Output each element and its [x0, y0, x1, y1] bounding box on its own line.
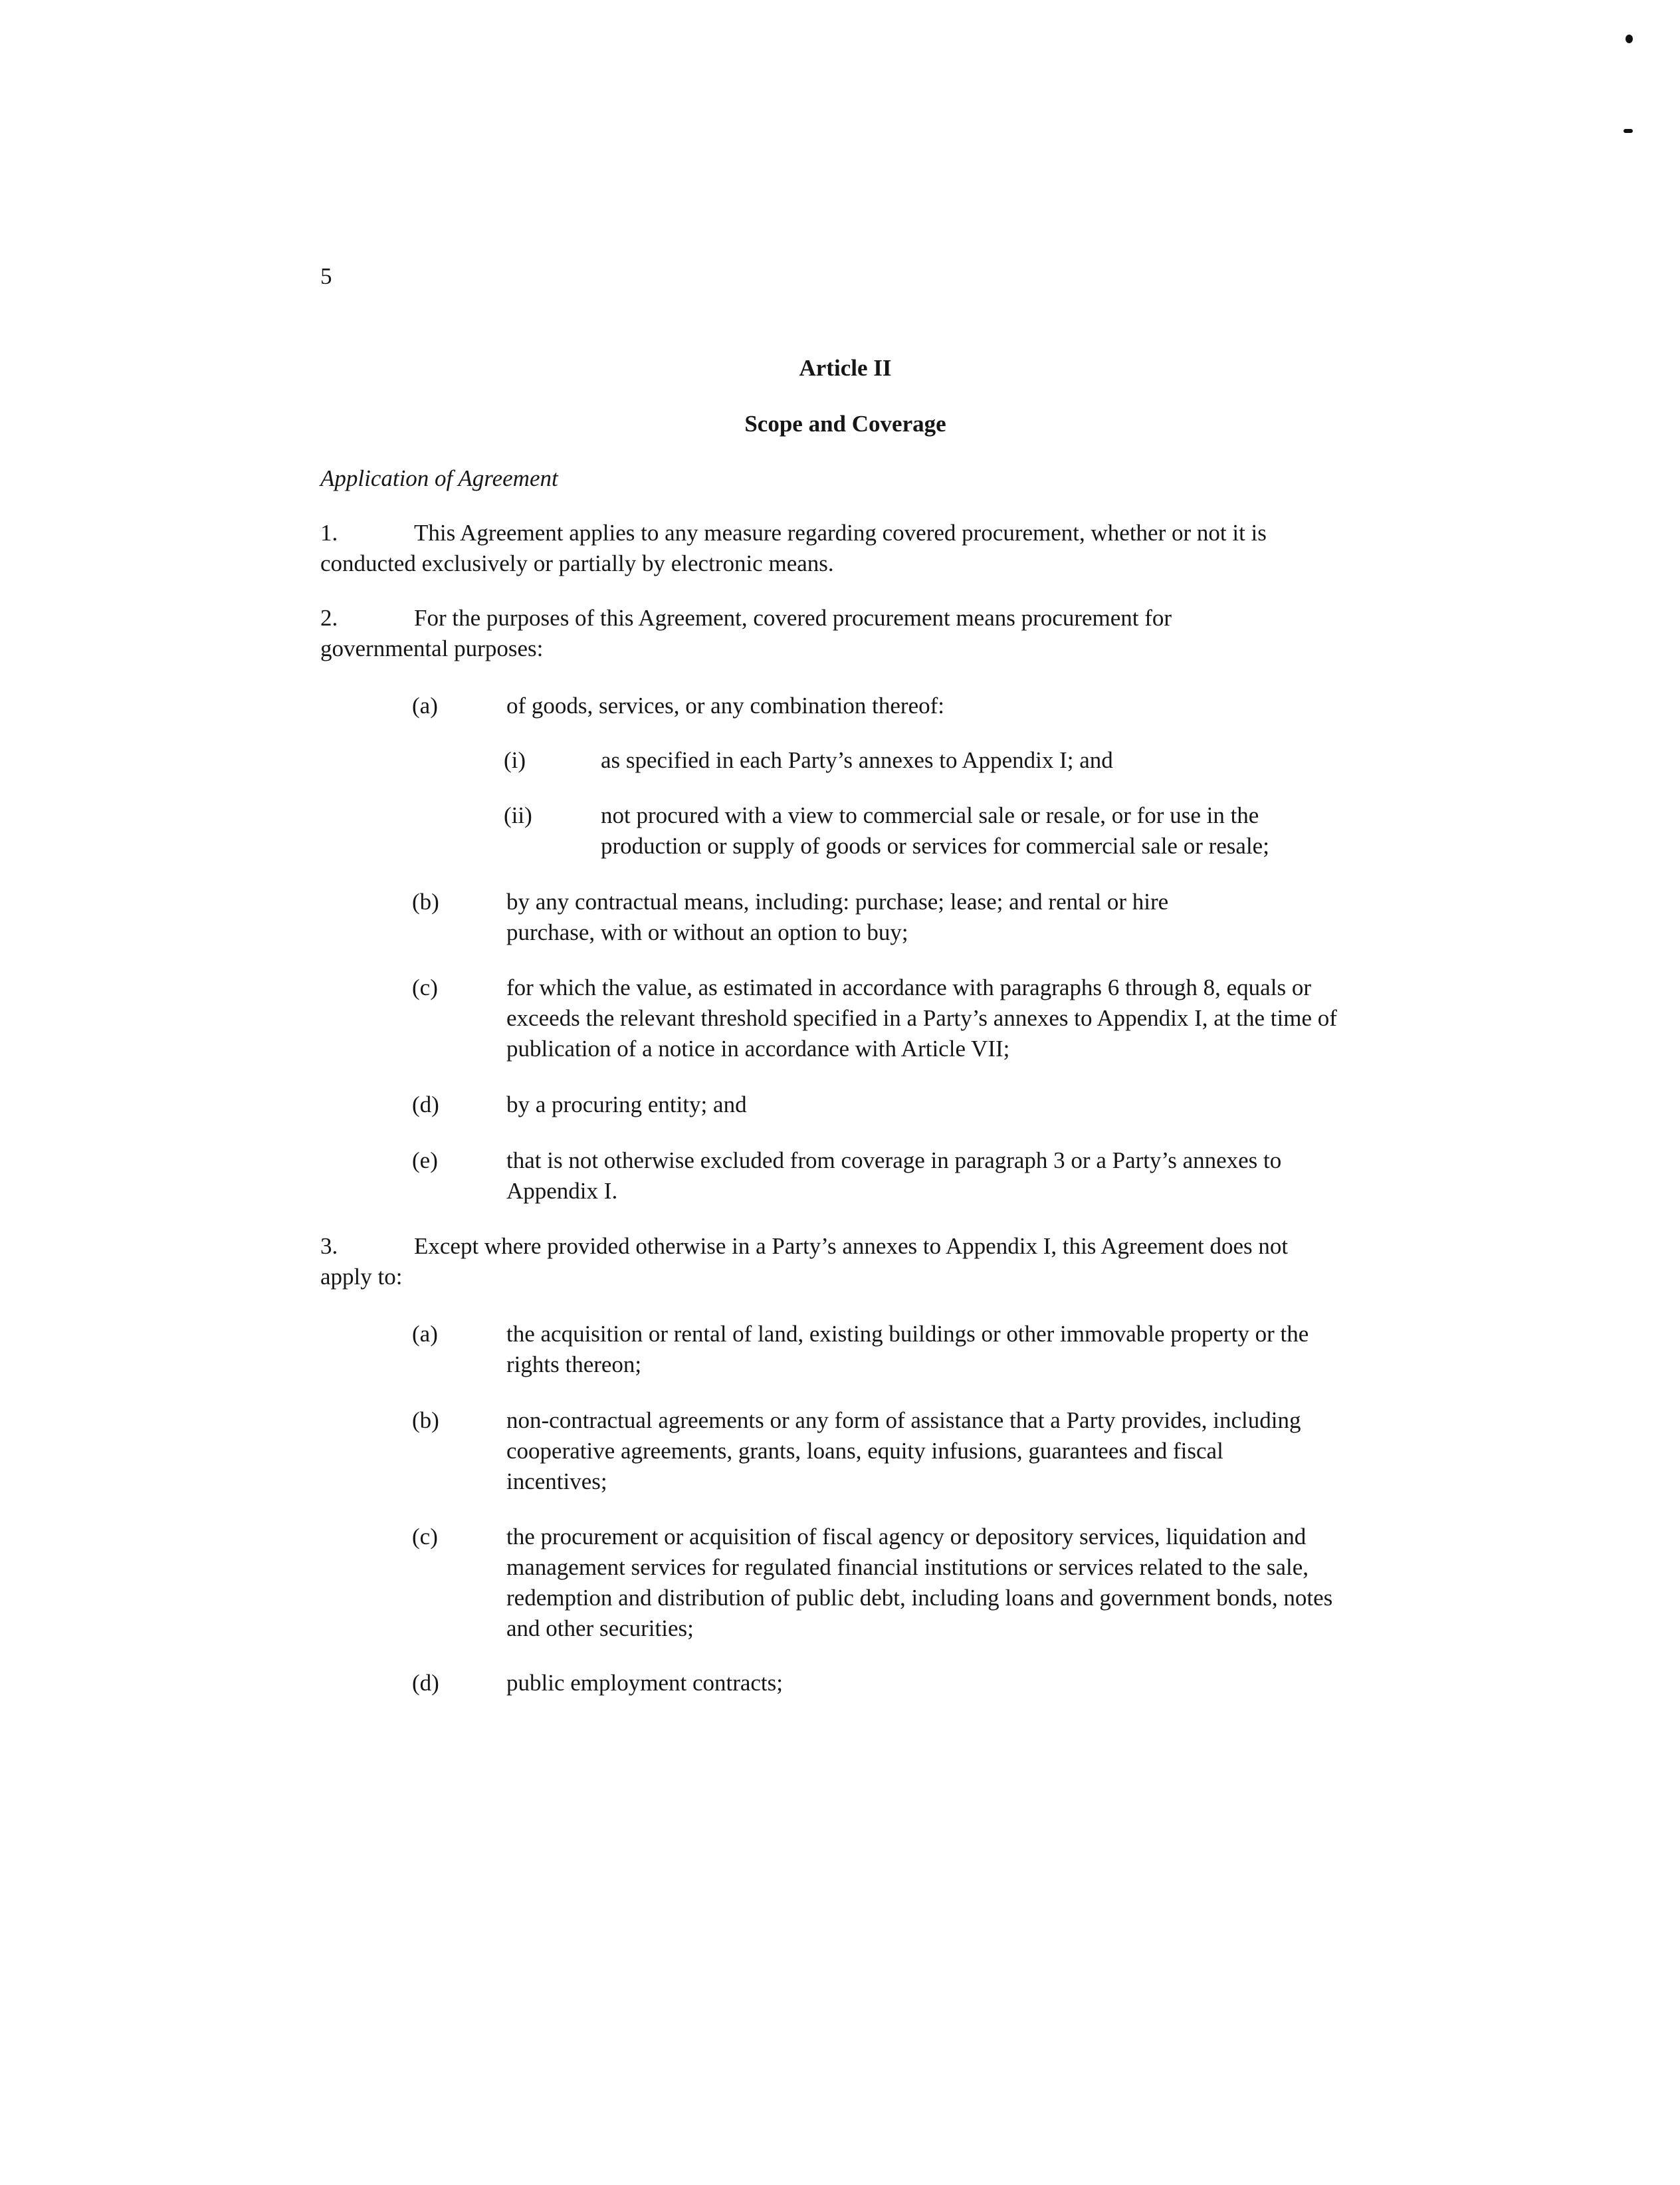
subitem-label: (ii) — [504, 802, 532, 828]
item-text: the procurement or acquisition of fiscal agency or depository services, liquidation and management services for regulated financial institutions or services related to the sale, redemption and distribution of public debt, including loans and government bonds, notes and other securities; — [506, 1524, 1333, 1641]
paragraph-number: 3. — [320, 1233, 338, 1259]
article-subtitle: Scope and Coverage — [744, 411, 946, 437]
paragraph-text: Except where provided otherwise in a Party’s annexes to Appendix I, this Agreement does not apply to: — [320, 1233, 1289, 1290]
scan-dot — [1626, 35, 1633, 43]
item-label: (a) — [412, 693, 438, 719]
paragraph-text: This Agreement applies to any measure regarding covered procurement, whether or not it is conducted exclusively or partially by electronic means. — [320, 520, 1267, 576]
item-label: (c) — [412, 975, 438, 1000]
scan-dash — [1624, 129, 1633, 133]
item-text: that is not otherwise excluded from coverage in paragraph 3 or a Party’s annexes to Appendix I. — [506, 1147, 1282, 1204]
item-text: public employment contracts; — [506, 1670, 784, 1696]
item-label: (d) — [412, 1670, 439, 1696]
paragraph-number: 1. — [320, 520, 338, 546]
paragraph-number: 2. — [320, 605, 338, 631]
subitem-text: as specified in each Party’s annexes to Appendix I; and — [601, 747, 1113, 773]
item-text: non-contractual agreements or any form of assistance that a Party provides, including cooperative agreements, grants, loans, equity infusions, guarantees and fiscal incentives; — [506, 1407, 1301, 1494]
item-text: of goods, services, or any combination thereof: — [506, 693, 944, 719]
paragraph-2 — [320, 603, 1284, 664]
section-heading: Application of Agreement — [320, 465, 558, 491]
item-text: for which the value, as estimated in accordance with paragraphs 6 through 8, equals or exceeds the relevant threshold specified in a Party’s annexes to Appendix I, at the time of publication of a notice in accordance with Article VII; — [506, 975, 1337, 1062]
paragraph-text: For the purposes of this Agreement, covered procurement means procurement for governmental purposes: — [320, 605, 1172, 661]
item-text: by any contractual means, including: purchase; lease; and rental or hire purchase, with or without an option to buy; — [506, 889, 1169, 945]
item-text: the acquisition or rental of land, existing buildings or other immovable property or the rights thereon; — [506, 1321, 1309, 1377]
subitem-label: (i) — [504, 747, 526, 773]
paragraph-3 — [320, 1231, 1317, 1292]
item-text: by a procuring entity; and — [506, 1092, 747, 1117]
item-label: (b) — [412, 1407, 439, 1433]
item-label: (d) — [412, 1092, 439, 1117]
item-label: (b) — [412, 889, 439, 915]
page-number: 5 — [320, 263, 332, 289]
item-label: (a) — [412, 1321, 438, 1347]
item-label: (e) — [412, 1147, 438, 1173]
item-label: (c) — [412, 1524, 438, 1550]
article-title: Article II — [799, 355, 892, 381]
subitem-text: not procured with a view to commercial sale or resale, or for use in the production or supply of goods or services for commercial sale or resale; — [601, 802, 1269, 859]
paragraph-1 — [320, 518, 1357, 579]
